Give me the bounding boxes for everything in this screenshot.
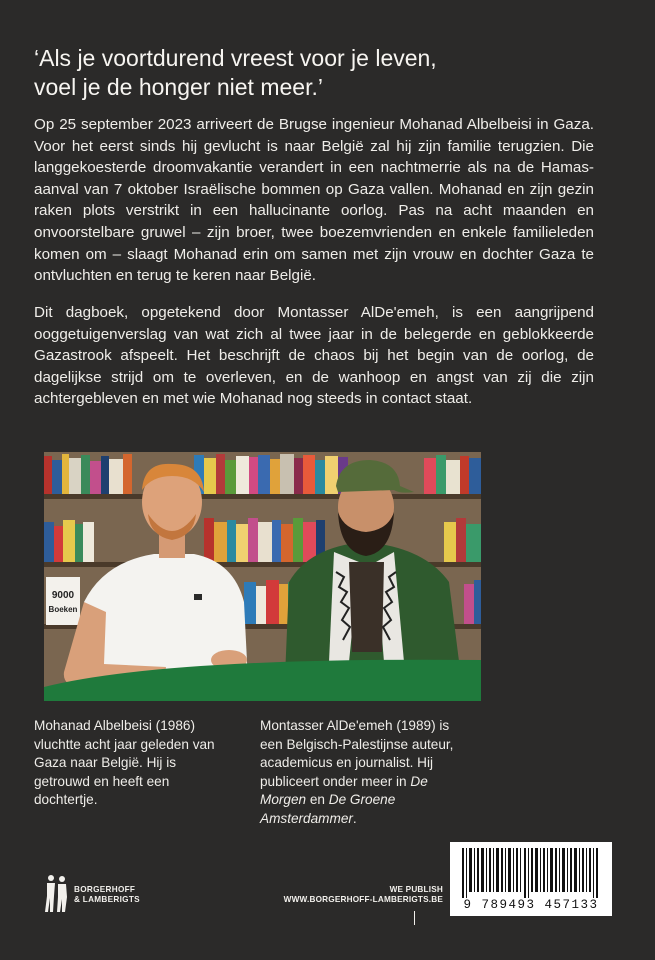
quote-line-1: ‘Als je voortdurend vreest voor je leven, — [34, 45, 437, 71]
author-photo-illustration — [44, 452, 481, 701]
barcode-icon — [450, 842, 612, 900]
back-cover-quote — [34, 44, 634, 102]
website-url: WWW.BORGERHOFF-LAMBERIGTS.BE — [283, 895, 443, 904]
isbn-number: 9 789493 457133 — [463, 898, 599, 912]
caption-en: en — [306, 792, 329, 807]
divider-rule — [414, 911, 415, 925]
caption-montasser-text: Montasser AlDe'emeh (1989) is een Belgisch-Palestijnse auteur, academicus en journalist. Hij publiceert onder meer in — [260, 718, 454, 789]
photo-sign-label: Boeken — [48, 605, 78, 614]
we-publish-label: WE PUBLISH — [389, 885, 443, 894]
photo-sign-number: 9000 — [51, 590, 75, 601]
caption-period: . — [352, 810, 357, 826]
caption-montasser — [260, 717, 470, 828]
author-photo — [44, 452, 481, 701]
publisher-figures-icon — [44, 874, 70, 919]
caption-mohanad: Mohanad Albelbeisi (1986) vluchtte acht jaar geleden van Gaza naar België. Hij is getrouwd en heeft een dochtertje. — [34, 718, 215, 807]
publisher-line-2: & LAMBERIGTS — [74, 895, 140, 904]
quote-line-2: voel je de honger niet meer.’ — [34, 74, 323, 100]
publisher-line-1: BORGERHOFF — [74, 885, 136, 894]
caption-groene-amsterdammer: De Groene Amsterdammer — [260, 792, 396, 826]
publisher-logo-text — [74, 885, 140, 905]
isbn-barcode — [450, 842, 612, 916]
caption-de-morgen: De Morgen — [260, 773, 428, 807]
blurb-paragraph-2: Dit dagboek, opgetekend door Montasser AlDe'emeh, is een aangrijpend ooggetuigenverslag van wat zich al twee jaar in de belegerde en geblokkeerde Gazastrook afspeelt. Het beschrijft de chaos bij het begin van de oorlog, de dagelijkse strijd om te overleven, en de wanhoop en angst van zij die zijn achtergebleven en met wie Mohanad nog steeds in contact staat. — [34, 304, 594, 408]
publisher-website — [284, 885, 443, 905]
blurb-paragraph-1: Op 25 september 2023 arriveert de Brugse ingenieur Mohanad Albelbeisi in Gaza. Voor het eerst sinds hij gevlucht is naar België zal hij zijn familie terugzien. Die langgekoesterde droomvakantie verandert in een nachtmerrie als na de Hamas-aanval van 7 oktober Israëlische bommen op Gaza vallen. Mohanad en zijn gezin raken plots verstrikt in een hallucinante oorlog. Pas na acht maanden en onvoorstelbare gruwel – zijn broer, twee boezemvrienden en enkele familieleden komen om – slaagt Mohanad erin om samen met zijn vrouw en dochter Gaza te ontvluchten en terug te keren naar België. — [34, 116, 594, 285]
